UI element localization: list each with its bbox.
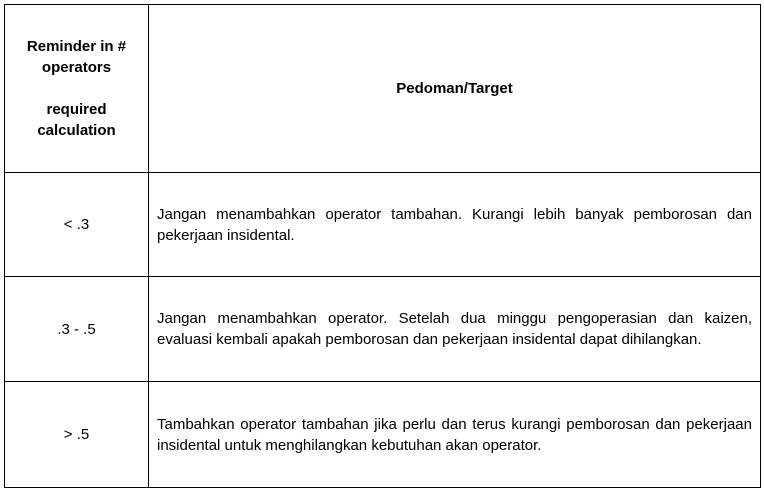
header-reminder-line3: required [46,101,107,118]
guideline-table [4,4,761,488]
range-cell: > .5 [5,382,149,488]
range-cell: < .3 [5,173,149,277]
header-reminder-line2: operators [41,59,112,76]
header-reminder-cell [5,5,149,173]
table-row [5,382,761,488]
header-row [5,5,761,173]
guidance-cell: Jangan menambahkan operator tambahan. Kurangi lebih banyak pemborosan dan pekerjaan insidental. [149,173,761,277]
range-cell: .3 - .5 [5,277,149,382]
table-row [5,277,761,382]
guidance-cell: Jangan menambahkan operator. Setelah dua minggu pengoperasian dan kaizen, evaluasi kembali apakah pemborosan dan pekerjaan insidental dapat dihilangkan. [149,277,761,382]
guidance-cell: Tambahkan operator tambahan jika perlu dan terus kurangi pemborosan dan pekerjaan insidental untuk menghilangkan kebutuhan akan operator. [149,382,761,488]
header-reminder-line4: calculation [37,122,116,139]
header-target-cell: Pedoman/Target [149,5,761,173]
header-reminder-line1: Reminder in # [26,38,127,55]
table-row [5,173,761,277]
